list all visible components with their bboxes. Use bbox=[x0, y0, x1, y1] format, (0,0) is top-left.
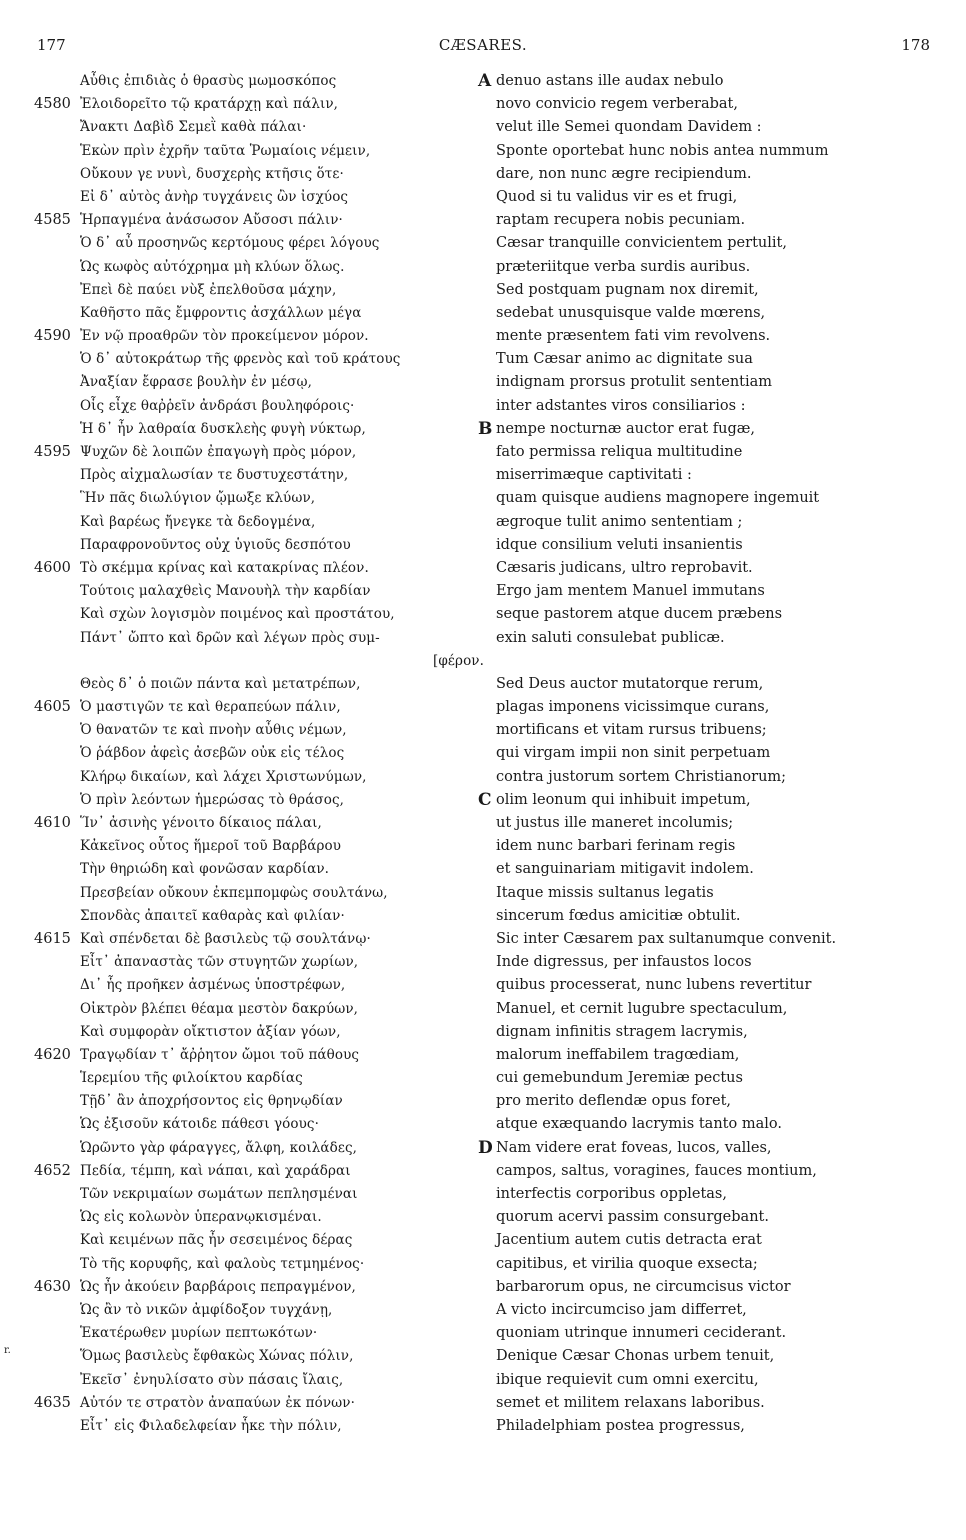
latin-verse-text: Sic inter Cæsarem pax sultanumque convenit. bbox=[496, 930, 837, 947]
latin-verse-text: atque exæquando lacrymis tanto malo. bbox=[496, 1116, 782, 1133]
greek-verse-text: Τῇδ᾽ ἂν ἀποχρήσοντος εἰς θρηνῳδίαν bbox=[80, 1093, 343, 1110]
greek-verse-text: Πάντ᾽ ὤπτο καὶ δρῶν καὶ λέγων πρὸς συμ- bbox=[80, 629, 380, 646]
greek-line bbox=[34, 140, 484, 163]
latin-verse-text: contra justorum sortem Christianorum; bbox=[496, 768, 787, 785]
latin-verse-text: plagas imponens vicissimque curans, bbox=[496, 699, 770, 716]
latin-verse-text: inter adstantes viros consiliarios : bbox=[496, 397, 746, 414]
latin-line bbox=[478, 789, 908, 812]
latin-line bbox=[478, 464, 908, 487]
latin-line bbox=[478, 1113, 908, 1136]
greek-verse-text: [φέρον. bbox=[433, 652, 484, 669]
greek-line bbox=[34, 766, 484, 789]
greek-line bbox=[34, 1206, 484, 1229]
greek-verse-text: Ὁ δ᾽ αὖ προσηνῶς κερτόμους φέρει λόγους bbox=[80, 235, 380, 252]
latin-line bbox=[478, 858, 908, 881]
verse-number: 4605 bbox=[34, 699, 71, 716]
latin-verse-text: Quod si tu validus vir es et frugi, bbox=[496, 188, 738, 205]
latin-line bbox=[478, 719, 908, 742]
greek-verse-text: Τὸ τῆς κορυφῆς, καὶ φαλοὺς τετμημένος· bbox=[80, 1255, 365, 1272]
greek-verse-text: Σπονδὰς ἀπαιτεῖ καθαρὰς καὶ φιλίαν· bbox=[80, 907, 345, 924]
greek-verse-text: Ἀναξίαν ἔφρασε βουλὴν ἐν μέσῳ, bbox=[80, 374, 312, 391]
greek-verse-text: Οἰκτρὸν βλέπει θέαμα μεστὸν δακρύων, bbox=[80, 1000, 359, 1017]
latin-verse-text: denuo astans ille audax nebulo bbox=[496, 73, 724, 89]
greek-verse-text: Πρὸς αἰχμαλωσίαν τε δυστυχεστάτην, bbox=[80, 467, 349, 484]
greek-line bbox=[34, 302, 484, 325]
greek-line bbox=[34, 1137, 484, 1160]
greek-verse-text: Ἵν᾽ ἀσινὴς γένοιτο δίκαιος πάλαι, bbox=[80, 815, 322, 831]
latin-line bbox=[478, 812, 908, 835]
latin-verse-text: A victo incircumciso jam differret, bbox=[496, 1301, 747, 1318]
greek-verse-text: Παραφρονοῦντος οὐχ ὑγιοῦς δεσπότου bbox=[80, 536, 351, 553]
latin-verse-text: quorum acervi passim consurgebant. bbox=[496, 1209, 769, 1226]
greek-verse-text: Τούτοις μαλαχθεὶς Μανουὴλ τὴν καρδίαν bbox=[80, 583, 371, 600]
latin-line bbox=[478, 302, 908, 325]
latin-line bbox=[478, 882, 908, 905]
latin-verse-text: cui gemebundum Jeremiæ pectus bbox=[496, 1070, 743, 1087]
latin-verse-text: dare, non nunc ægre recipiendum. bbox=[496, 165, 752, 182]
latin-line bbox=[478, 1322, 908, 1345]
latin-line bbox=[478, 1345, 908, 1368]
latin-verse-text: Ergo jam mentem Manuel immutans bbox=[496, 583, 765, 600]
greek-verse-text: Καὶ κειμένων πᾶς ἦν σεσειμένος δέρας bbox=[80, 1232, 353, 1249]
latin-line bbox=[478, 835, 908, 858]
greek-line bbox=[34, 905, 484, 928]
latin-line bbox=[478, 418, 908, 441]
greek-line bbox=[34, 232, 484, 255]
greek-line bbox=[34, 279, 484, 302]
greek-verse-text: Οὔκουν γε νυνὶ, δυσχερὴς κτῆσις ὅτε· bbox=[80, 165, 344, 182]
latin-verse-text: mortificans et vitam rursus tribuens; bbox=[496, 722, 767, 739]
latin-verse-text: et sanguinariam mitigavit indolem. bbox=[496, 861, 754, 878]
verse-number: 4635 bbox=[34, 1394, 71, 1411]
greek-line bbox=[34, 1299, 484, 1322]
right-page-number: 178 bbox=[901, 36, 930, 54]
latin-verse-text: dignam infinitis stragem lacrymis, bbox=[496, 1023, 748, 1040]
latin-line bbox=[478, 1253, 908, 1276]
latin-verse-text: mente præsentem fati vim revolvens. bbox=[496, 328, 771, 345]
greek-line bbox=[34, 163, 484, 186]
greek-verse-text: Τραγῳδίαν τ᾽ ἄῤῥητον ὤμοι τοῦ πάθους bbox=[80, 1046, 360, 1063]
greek-line bbox=[34, 487, 484, 510]
greek-line bbox=[34, 1160, 484, 1183]
latin-line bbox=[478, 487, 908, 510]
greek-verse-text: Ὡς κωφὸς αὐτόχρημα μὴ κλύων ὅλως. bbox=[80, 258, 345, 275]
greek-verse-text: Ὁ πρὶν λεόντων ἡμερώσας τὸ θράσος, bbox=[80, 791, 344, 808]
latin-line bbox=[478, 1044, 908, 1067]
latin-line bbox=[478, 1183, 908, 1206]
greek-verse-text: Αὖθις ἐπιδιὰς ὁ θρασὺς μωμοσκόπος bbox=[80, 73, 337, 89]
latin-translation-column bbox=[478, 70, 908, 1438]
latin-verse-text: Cæsaris judicans, ultro reprobavit. bbox=[496, 559, 753, 576]
latin-verse-text: capitibus, et virilia quoque exsecta; bbox=[496, 1255, 758, 1272]
greek-verse-text: Ἡ δ᾽ ἦν λαθραία δυσκλεὴς φυγὴ νύκτωρ, bbox=[80, 420, 366, 437]
greek-verse-text: Ἐκεῖσ᾽ ἐνηυλίσατο σὺν πάσαις ἴλαις, bbox=[80, 1371, 344, 1388]
greek-line bbox=[34, 650, 484, 673]
greek-line bbox=[34, 696, 484, 719]
greek-line bbox=[34, 441, 484, 464]
greek-verse-text: Ὡς εἰς κολωνὸν ὑπερανῳκισμέναι. bbox=[80, 1209, 322, 1226]
latin-verse-text: Philadelphiam postea progressus, bbox=[496, 1417, 745, 1434]
greek-verse-text: Καὶ συμφορὰν οἴκτιστον ἀξίαν γόων, bbox=[80, 1023, 341, 1040]
latin-line bbox=[478, 1369, 908, 1392]
greek-line bbox=[34, 348, 484, 371]
greek-line bbox=[34, 557, 484, 580]
latin-line bbox=[478, 209, 908, 232]
greek-verse-text: Ἣν πᾶς διωλύγιον ᾤμωξε κλύων, bbox=[80, 490, 316, 507]
greek-line bbox=[34, 1369, 484, 1392]
latin-verse-text: olim leonum qui inhibuit impetum, bbox=[496, 791, 751, 808]
latin-line bbox=[478, 93, 908, 116]
greek-verse-text: Πεδία, τέμπη, καὶ νάπαι, καὶ χαράδραι bbox=[80, 1162, 351, 1179]
greek-verse-text: Ψυχῶν δὲ λοιπῶν ἐπαγωγὴ πρὸς μόρον, bbox=[80, 444, 357, 460]
greek-line bbox=[34, 1113, 484, 1136]
greek-verse-text: Οἷς εἶχε θαῤῥεῖν ἀνδράσι βουληφόροις· bbox=[80, 397, 355, 414]
latin-verse-text: nempe nocturnæ auctor erat fugæ, bbox=[496, 420, 756, 437]
margin-mark: r. bbox=[4, 1345, 11, 1356]
latin-verse-text: Manuel, et cernit lugubre spectaculum, bbox=[496, 1000, 788, 1017]
latin-line bbox=[478, 1299, 908, 1322]
greek-verse-text: Ὅμως βασιλεὺς ἔφθακὼς Χώνας πόλιν, bbox=[80, 1348, 354, 1365]
greek-line bbox=[34, 1276, 484, 1299]
latin-line bbox=[478, 371, 908, 394]
greek-line bbox=[34, 371, 484, 394]
greek-line bbox=[34, 1322, 484, 1345]
greek-verse-text: Ὡρῶντο γὰρ φάραγγες, ἄλφη, κοιλάδες, bbox=[80, 1139, 357, 1156]
greek-verse-text: Ἄνακτι Δαβὶδ Σεμεῒ καθὰ πάλαι· bbox=[80, 119, 307, 136]
greek-line bbox=[34, 209, 484, 232]
latin-verse-text: Sed postquam pugnam nox diremit, bbox=[496, 281, 759, 298]
latin-verse-text: idque consilium veluti insanientis bbox=[496, 536, 743, 553]
latin-line bbox=[478, 1392, 908, 1415]
greek-line bbox=[34, 418, 484, 441]
greek-line bbox=[34, 812, 484, 835]
verse-number: 4590 bbox=[34, 328, 71, 345]
latin-verse-text: qui virgam impii non sinit perpetuam bbox=[496, 745, 771, 762]
greek-line bbox=[34, 395, 484, 418]
latin-verse-text: præteriitque verba surdis auribus. bbox=[496, 258, 751, 275]
latin-line bbox=[478, 905, 908, 928]
latin-verse-text: Itaque missis sultanus legatis bbox=[496, 884, 714, 901]
page-header bbox=[0, 36, 966, 58]
greek-verse-text: Θεὸς δ᾽ ὁ ποιῶν πάντα καὶ μετατρέπων, bbox=[80, 675, 361, 692]
latin-verse-text: Nam videre erat foveas, lucos, valles, bbox=[496, 1139, 772, 1156]
greek-verse-text: Ἑκὼν πρὶν ἐχρῆν ταῦτα Ῥωμαίοις νέμειν, bbox=[80, 142, 371, 159]
latin-line bbox=[478, 1090, 908, 1113]
latin-line bbox=[478, 557, 908, 580]
latin-line bbox=[478, 580, 908, 603]
greek-verse-text: Καὶ βαρέως ἤνεγκε τὰ δεδογμένα, bbox=[80, 513, 316, 530]
latin-line bbox=[478, 325, 908, 348]
greek-verse-text: Πρεσβείαν οὔκουν ἐκπεμπομφὼς σουλτάνω, bbox=[80, 884, 388, 901]
greek-line bbox=[34, 511, 484, 534]
latin-verse-text: raptam recupera nobis pecuniam. bbox=[496, 212, 746, 229]
latin-verse-text: exin saluti consulebat publicæ. bbox=[496, 629, 725, 646]
latin-line bbox=[478, 1137, 908, 1160]
greek-line bbox=[34, 186, 484, 209]
greek-line bbox=[34, 673, 484, 696]
greek-line bbox=[34, 1392, 484, 1415]
latin-verse-text: semet et militem relaxans laboribus. bbox=[496, 1394, 765, 1411]
left-page-number: 177 bbox=[37, 36, 66, 54]
greek-verse-text: Ἐλοιδορεῖτο τῷ κρατάρχῃ καὶ πάλιν, bbox=[80, 96, 339, 113]
greek-line bbox=[34, 719, 484, 742]
greek-line bbox=[34, 580, 484, 603]
verse-number: 4615 bbox=[34, 930, 71, 947]
greek-verse-text: Ὁ ῥάβδον ἀφεὶς ἀσεβῶν οὐκ εἰς τέλος bbox=[80, 745, 345, 762]
greek-verse-text: Τῶν νεκριμαίων σωμάτων πεπλησμέναι bbox=[80, 1186, 358, 1202]
greek-verse-text: Ἡρπαγμένα ἀνάσωσον Αὔσοσι πάλιν· bbox=[80, 212, 343, 229]
latin-verse-text: Sed Deus auctor mutatorque rerum, bbox=[496, 675, 764, 692]
latin-line bbox=[478, 395, 908, 418]
latin-line bbox=[478, 1276, 908, 1299]
greek-verse-text: Ἐν νῷ προαθρῶν τὸν προκείμενον μόρον. bbox=[80, 328, 369, 345]
greek-verse-text: Ὡς ἐξισοῦν κάτοιδε πάθεσι γόους· bbox=[80, 1116, 319, 1133]
verse-number: 4610 bbox=[34, 815, 71, 831]
latin-verse-text: quibus processerat, nunc lubens revertitur bbox=[496, 977, 812, 994]
verse-number: 4585 bbox=[34, 212, 71, 229]
greek-line bbox=[34, 951, 484, 974]
latin-verse-text: malorum ineffabilem tragœdiam, bbox=[496, 1046, 740, 1063]
greek-line bbox=[34, 116, 484, 139]
latin-verse-text: pro merito deflendæ opus foret, bbox=[496, 1093, 732, 1110]
latin-line bbox=[478, 1160, 908, 1183]
greek-verse-text: Καὶ σπένδεται δὲ βασιλεὺς τῷ σουλτάνῳ· bbox=[80, 930, 371, 947]
greek-line bbox=[34, 974, 484, 997]
latin-verse-text: Sponte oportebat hunc nobis antea nummum bbox=[496, 142, 829, 159]
latin-line bbox=[478, 163, 908, 186]
greek-verse-text: Εἶτ᾽ εἰς Φιλαδελφείαν ἧκε τὴν πόλιν, bbox=[80, 1417, 342, 1434]
latin-line bbox=[478, 1229, 908, 1252]
greek-line bbox=[34, 1067, 484, 1090]
latin-line bbox=[478, 627, 908, 650]
greek-line bbox=[34, 1021, 484, 1044]
latin-line bbox=[478, 951, 908, 974]
verse-number: 4620 bbox=[34, 1046, 71, 1063]
latin-line bbox=[478, 766, 908, 789]
greek-verse-text: Αὐτόν τε στρατὸν ἀναπαύων ἐκ πόνων· bbox=[80, 1394, 355, 1411]
greek-verse-text: Εἶτ᾽ ἀπαναστὰς τῶν στυγητῶν χωρίων, bbox=[80, 954, 359, 971]
latin-verse-text: Tum Cæsar animo ac dignitate sua bbox=[496, 351, 753, 368]
latin-line bbox=[478, 742, 908, 765]
latin-verse-text: Cæsar tranquille convicientem pertulit, bbox=[496, 235, 787, 252]
greek-verse-text: Ὁ δ᾽ αὐτοκράτωρ τῆς φρενὸς καὶ τοῦ κράτους bbox=[80, 351, 401, 368]
greek-line bbox=[34, 325, 484, 348]
verse-number: 4600 bbox=[34, 559, 71, 576]
greek-line bbox=[34, 835, 484, 858]
latin-verse-text: velut ille Semei quondam Davidem : bbox=[496, 119, 762, 136]
greek-verse-text: Κλήρῳ δικαίων, καὶ λάχει Χριστωνύμων, bbox=[80, 768, 367, 785]
latin-line bbox=[478, 603, 908, 626]
greek-verse-text: Ὡς ἦν ἀκούειν βαρβάροις πεπραγμένον, bbox=[80, 1278, 356, 1295]
latin-verse-text: Inde digressus, per infaustos locos bbox=[496, 954, 752, 971]
greek-verse-text: Ἐπεὶ δὲ παύει νὺξ ἐπελθοῦσα μάχην, bbox=[80, 281, 337, 298]
greek-line bbox=[34, 858, 484, 881]
greek-line bbox=[34, 998, 484, 1021]
greek-line bbox=[34, 882, 484, 905]
latin-line bbox=[478, 232, 908, 255]
greek-line bbox=[34, 1183, 484, 1206]
section-marker: D bbox=[478, 1137, 493, 1158]
latin-line bbox=[478, 348, 908, 371]
greek-verse-text: Καὶ σχὼν λογισμὸν ποιμένος καὶ προστάτου, bbox=[80, 606, 395, 623]
latin-verse-text: idem nunc barbari ferinam regis bbox=[496, 838, 736, 855]
greek-line bbox=[34, 603, 484, 626]
greek-line bbox=[34, 742, 484, 765]
greek-line bbox=[34, 1229, 484, 1252]
latin-line bbox=[478, 673, 908, 696]
latin-line bbox=[478, 441, 908, 464]
latin-line bbox=[478, 974, 908, 997]
latin-line bbox=[478, 1206, 908, 1229]
greek-text-column bbox=[34, 70, 484, 1438]
greek-line bbox=[34, 1253, 484, 1276]
latin-verse-text: fato permissa reliqua multitudine bbox=[496, 444, 743, 460]
latin-line bbox=[478, 998, 908, 1021]
greek-line bbox=[34, 70, 484, 93]
latin-line bbox=[478, 534, 908, 557]
latin-line bbox=[478, 1021, 908, 1044]
latin-verse-text: ægroque tulit animo sententiam ; bbox=[496, 513, 743, 530]
latin-verse-text: sedebat unusquisque valde mœrens, bbox=[496, 304, 766, 321]
latin-line bbox=[478, 116, 908, 139]
greek-line bbox=[34, 1090, 484, 1113]
latin-line bbox=[478, 696, 908, 719]
latin-verse-text: seque pastorem atque ducem præbens bbox=[496, 606, 783, 623]
section-marker: B bbox=[478, 418, 493, 439]
greek-line bbox=[34, 627, 484, 650]
latin-line bbox=[478, 1067, 908, 1090]
latin-verse-text: ut justus ille maneret incolumis; bbox=[496, 815, 734, 831]
greek-line bbox=[34, 928, 484, 951]
greek-verse-text: Τὸ σκέμμα κρίνας καὶ κατακρίνας πλέον. bbox=[80, 559, 369, 576]
greek-line bbox=[34, 256, 484, 279]
greek-line bbox=[34, 1044, 484, 1067]
greek-line bbox=[34, 789, 484, 812]
latin-verse-text: interfectis corporibus oppletas, bbox=[496, 1186, 727, 1202]
greek-line bbox=[34, 1345, 484, 1368]
latin-line bbox=[478, 279, 908, 302]
greek-line bbox=[34, 1415, 484, 1438]
section-marker: A bbox=[478, 71, 492, 91]
latin-verse-text: Jacentium autem cutis detracta erat bbox=[496, 1232, 762, 1249]
latin-verse-text: campos, saltus, voragines, fauces montium, bbox=[496, 1162, 817, 1179]
greek-verse-text: Τὴν θηριώδη καὶ φονῶσαν καρδίαν. bbox=[80, 861, 330, 878]
latin-verse-text: quoniam utrinque innumeri ceciderant. bbox=[496, 1325, 787, 1342]
latin-verse-text: Denique Cæsar Chonas urbem tenuit, bbox=[496, 1348, 775, 1365]
verse-number: 4595 bbox=[34, 444, 71, 460]
latin-verse-text: barbarorum opus, ne circumcisus victor bbox=[496, 1278, 791, 1295]
greek-line bbox=[34, 464, 484, 487]
latin-line bbox=[478, 186, 908, 209]
verse-number: 4630 bbox=[34, 1278, 71, 1295]
greek-verse-text: Ἑκατέρωθεν μυρίων πεπτωκότων· bbox=[80, 1325, 318, 1342]
greek-verse-text: Εἰ δ᾽ αὐτὸς ἀνὴρ τυγχάνεις ὢν ἰσχύος bbox=[80, 188, 349, 205]
latin-verse-text: quam quisque audiens magnopere ingemuit bbox=[496, 490, 820, 507]
greek-verse-text: Ὁ μαστιγῶν τε καὶ θεραπεύων πάλιν, bbox=[80, 699, 341, 716]
running-title: CÆSARES. bbox=[438, 36, 528, 54]
latin-verse-text: sincerum fœdus amicitiæ obtulit. bbox=[496, 907, 741, 924]
latin-verse-text: indignam prorsus protulit sententiam bbox=[496, 374, 773, 391]
greek-verse-text: Καθῆστο πᾶς ἔμφροντις ἀσχάλλων μέγα bbox=[80, 304, 362, 321]
greek-verse-text: Κἀκεῖνος οὗτος ἥμεροῖ τοῦ Βαρβάρου bbox=[80, 838, 342, 855]
latin-verse-text: ibique requievit cum omni exercitu, bbox=[496, 1371, 759, 1388]
latin-verse-text: novo convicio regem verberabat, bbox=[496, 96, 738, 113]
latin-line bbox=[478, 140, 908, 163]
verse-number: 4652 bbox=[34, 1162, 71, 1179]
greek-line bbox=[34, 534, 484, 557]
latin-line bbox=[478, 650, 908, 673]
latin-verse-text: miserrimæque captivitati : bbox=[496, 467, 692, 484]
verse-number: 4580 bbox=[34, 96, 71, 113]
greek-verse-text: Δι᾽ ἧς προῆκεν ἀσμένως ὑποστρέφων, bbox=[80, 977, 346, 994]
greek-verse-text: Ἱερεμίου τῆς φιλοίκτου καρδίας bbox=[80, 1070, 303, 1087]
latin-line bbox=[478, 511, 908, 534]
latin-line bbox=[478, 928, 908, 951]
latin-line bbox=[478, 1415, 908, 1438]
greek-verse-text: Ὡς ἂν τὸ νικῶν ἀμφίδοξον τυγχάνῃ, bbox=[80, 1301, 333, 1318]
greek-verse-text: Ὁ θανατῶν τε καὶ πνοὴν αὖθις νέμων, bbox=[80, 722, 347, 739]
latin-line bbox=[478, 256, 908, 279]
latin-line bbox=[478, 70, 908, 93]
section-marker: C bbox=[478, 789, 492, 810]
greek-line bbox=[34, 93, 484, 116]
